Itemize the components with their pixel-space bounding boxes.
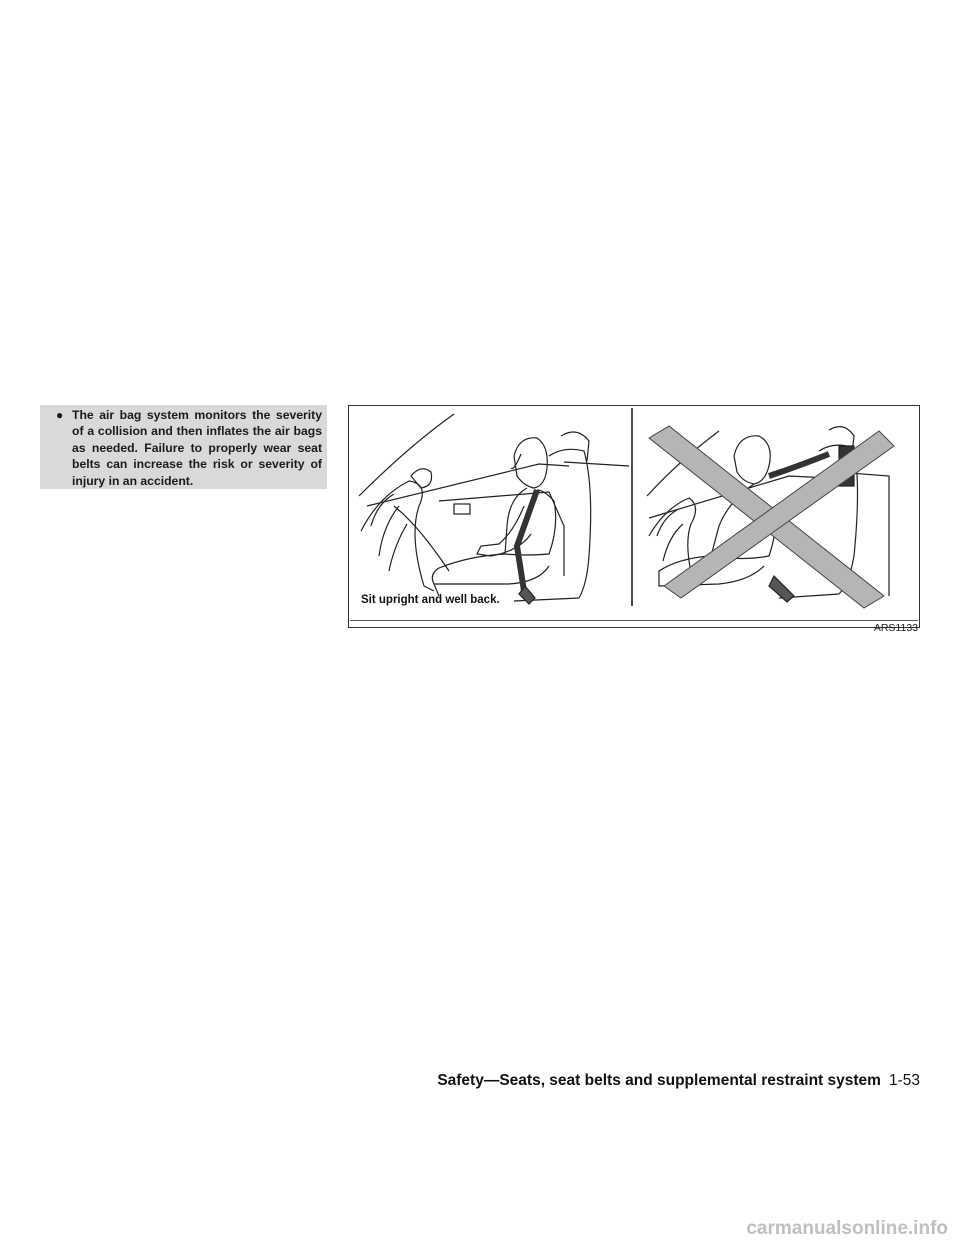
windshield-line	[359, 414, 454, 496]
seat-belt-shoulder	[517, 490, 537, 591]
section-title: Safety—Seats, seat belts and supplemental restraint system	[437, 1072, 881, 1089]
steering-column	[394, 506, 449, 571]
warning-box	[40, 405, 327, 489]
page-footer	[420, 1072, 920, 1090]
bullet-icon: ●	[56, 408, 64, 422]
watermark: carmanualsonline.info	[746, 1218, 948, 1239]
driver-legs	[432, 554, 549, 584]
caption-sit-upright: Sit upright and well back.	[361, 594, 500, 606]
mirror	[411, 469, 432, 488]
door-panel	[439, 492, 564, 576]
seating-drawing	[349, 406, 918, 626]
driver-torso	[505, 488, 556, 555]
seating-illustration	[348, 405, 920, 628]
figure-id: ARS1133	[350, 620, 918, 635]
driver-head	[514, 438, 547, 488]
warning-text: The air bag system monitors the severity of a collision and then inflates the air bags as needed. Failure to properly wear seat belts can increase the risk or severity of injury in an accident.	[72, 408, 322, 488]
page-number: 1-53	[888, 1072, 920, 1089]
